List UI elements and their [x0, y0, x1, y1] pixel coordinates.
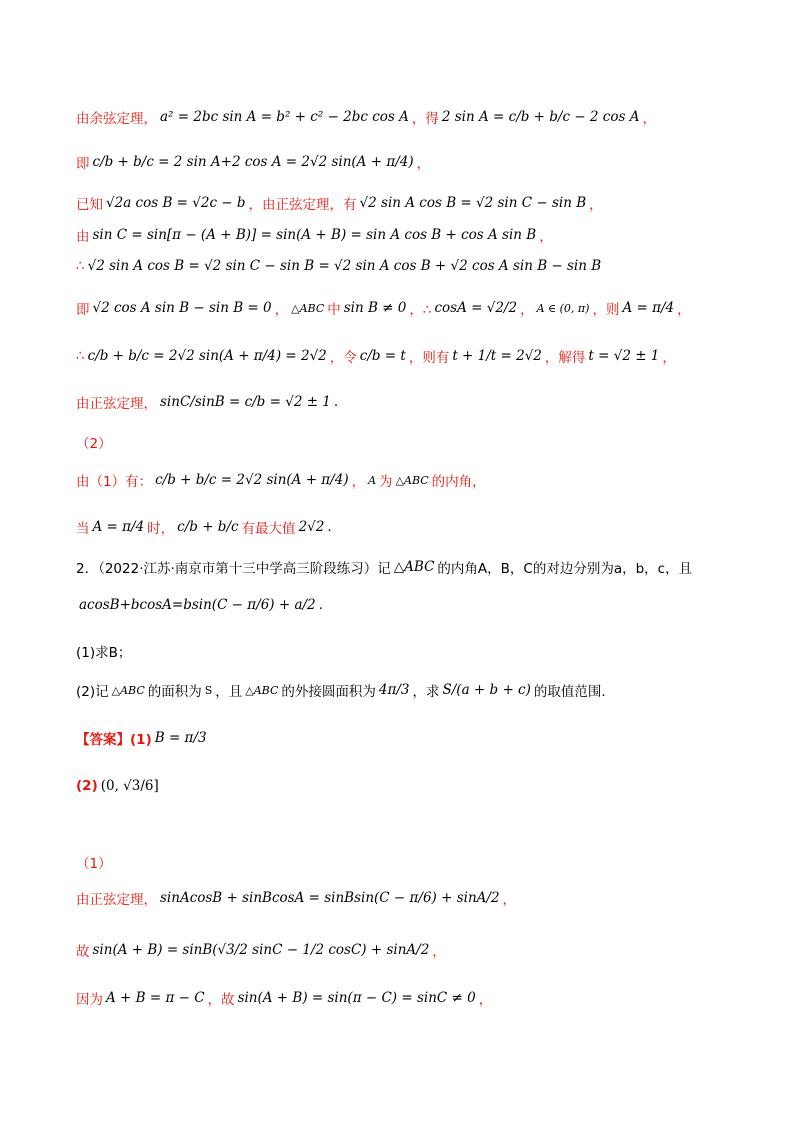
text: ，则有: [408, 350, 450, 366]
text: (1)求B；: [76, 645, 132, 661]
line-12: [76, 557, 692, 577]
math: △ABC: [245, 683, 279, 697]
text: 由余弦定理，: [76, 111, 157, 127]
text: ，: [351, 474, 366, 490]
line-3: [76, 193, 603, 213]
math: △ABC: [393, 559, 435, 575]
math: c/b = t: [359, 348, 406, 364]
text: ，得: [411, 111, 439, 127]
text: ，则: [592, 302, 620, 318]
text: ，: [520, 302, 534, 318]
math: sinAcosB + sinBcosA = sinBsin(C − π/6) + sinA/2: [160, 890, 500, 906]
line-10: [76, 470, 486, 490]
math: A: [368, 473, 377, 487]
math: acosB+bcosA=bsin(C − π/6) + a/2: [79, 597, 316, 613]
line-8: [76, 392, 338, 412]
text: .: [327, 519, 332, 535]
text: ，且: [215, 684, 243, 700]
text: ，由正弦定理，有: [248, 197, 357, 213]
text: 当: [76, 521, 90, 537]
text: 因为: [76, 992, 103, 1008]
math: √2a cos B = √2c − b: [106, 195, 246, 211]
text: 即: [76, 156, 90, 172]
math: △ABC: [111, 683, 145, 697]
math: 4π/3: [378, 682, 410, 698]
math: △ABC: [395, 473, 429, 487]
math: √2 sin A cos B = √2 sin C − sin B = √2 sin A cos B + √2 cos A sin B − sin B: [87, 258, 602, 274]
text: ，求: [412, 684, 440, 700]
math: c/b + b/c = 2√2 sin(A + π/4) = 2√2: [87, 348, 327, 364]
line-18: [76, 852, 112, 872]
text: 由: [76, 229, 90, 245]
text: 的内角A，B，C的对边分别为a，b，c，且: [437, 561, 693, 577]
answer-label: (2): [76, 778, 98, 794]
text: ∴: [76, 258, 85, 274]
text: 由正弦定理，: [76, 396, 157, 412]
text: ，∴: [409, 302, 432, 318]
text: ，: [432, 944, 446, 960]
line-4: [76, 225, 553, 245]
math: 2√2: [298, 519, 325, 535]
math: A = π/4: [92, 519, 145, 535]
text: 为: [379, 474, 393, 490]
math: (0, √3/6]: [100, 778, 159, 794]
text: （2）: [76, 436, 112, 452]
math: c/b + b/c: [177, 519, 239, 535]
math: √2 sin A cos B = √2 sin C − sin B: [359, 195, 587, 211]
math: √2 cos A sin B − sin B = 0: [92, 300, 272, 316]
text: 中: [327, 302, 341, 318]
line-7: [76, 346, 676, 366]
text: 有最大值: [241, 521, 296, 537]
line-11: [76, 517, 332, 537]
text: ，令: [329, 350, 357, 366]
text: 2．（2022·江苏·南京市第十三中学高三阶段练习）记: [76, 561, 391, 577]
line-20: [76, 940, 446, 960]
text: .: [333, 394, 339, 410]
text: ，: [642, 111, 656, 127]
math: t = √2 ± 1: [588, 348, 660, 364]
text: 时，: [147, 521, 175, 537]
line-17: [76, 778, 162, 794]
text: （1）: [76, 856, 112, 872]
text: 的取值范围.: [533, 684, 606, 700]
text: 故: [76, 944, 90, 960]
line-5: [76, 258, 604, 274]
text: ，: [589, 197, 603, 213]
math: S/(a + b + c): [442, 682, 531, 698]
math: △ABC: [291, 301, 325, 315]
math: S: [204, 683, 213, 697]
text: ，: [677, 302, 691, 318]
math: c/b + b/c = 2 sin A+2 cos A = 2√2 sin(A + π/4): [92, 154, 414, 170]
line-9: [76, 432, 112, 452]
math: sin(A + B) = sinB(√3/2 sinC − 1/2 cosC) + sinA/2: [92, 942, 430, 958]
line-1: [76, 107, 656, 127]
line-14: [76, 641, 131, 661]
text: ∴: [76, 348, 85, 364]
math: A ∈ (0, π): [536, 301, 590, 315]
math: t + 1/t = 2√2: [452, 348, 542, 364]
line-13: [76, 597, 323, 613]
text: ，: [478, 992, 493, 1008]
text: 已知: [76, 197, 103, 213]
line-2: [76, 152, 430, 172]
math: B = π/3: [154, 730, 207, 746]
math: sinC/sinB = c/b = √2 ± 1: [160, 394, 331, 410]
answer-label: 【答案】(1): [76, 732, 152, 748]
text: 的面积为: [147, 684, 202, 700]
line-6: [76, 298, 691, 318]
math: sin(A + B) = sin(π − C) = sinC ≠ 0: [237, 990, 476, 1006]
math: cosA = √2/2: [434, 300, 518, 316]
text: .: [318, 597, 323, 613]
math: A = π/4: [622, 300, 675, 316]
math: a² = 2bc sin A = b² + c² − 2bc cos A: [160, 109, 409, 125]
math: A + B = π − C: [106, 990, 205, 1006]
math: sin C = sin[π − (A + B)] = sin(A + B) = sin A cos B + cos A sin B: [92, 227, 537, 243]
line-19: [76, 888, 516, 908]
text: 由正弦定理，: [76, 892, 157, 908]
text: ，: [662, 350, 676, 366]
text: ，: [274, 302, 289, 318]
text: 的内角，: [431, 474, 486, 490]
math: 2 sin A = c/b + b/c − 2 cos A: [441, 109, 640, 125]
line-21: [76, 988, 492, 1008]
text: ，解得: [544, 350, 586, 366]
text: ，: [539, 229, 553, 245]
text: ，: [502, 892, 517, 908]
text: 即: [76, 302, 90, 318]
line-16: [76, 728, 210, 748]
text: 由（1）有：: [76, 474, 153, 490]
text: 的外接圆面积为: [281, 684, 376, 700]
text: (2)记: [76, 684, 109, 700]
line-15: [76, 680, 606, 700]
text: ，: [416, 156, 431, 172]
math: sin B ≠ 0: [343, 300, 407, 316]
math: c/b + b/c = 2√2 sin(A + π/4): [155, 472, 349, 488]
text: ，故: [207, 992, 235, 1008]
